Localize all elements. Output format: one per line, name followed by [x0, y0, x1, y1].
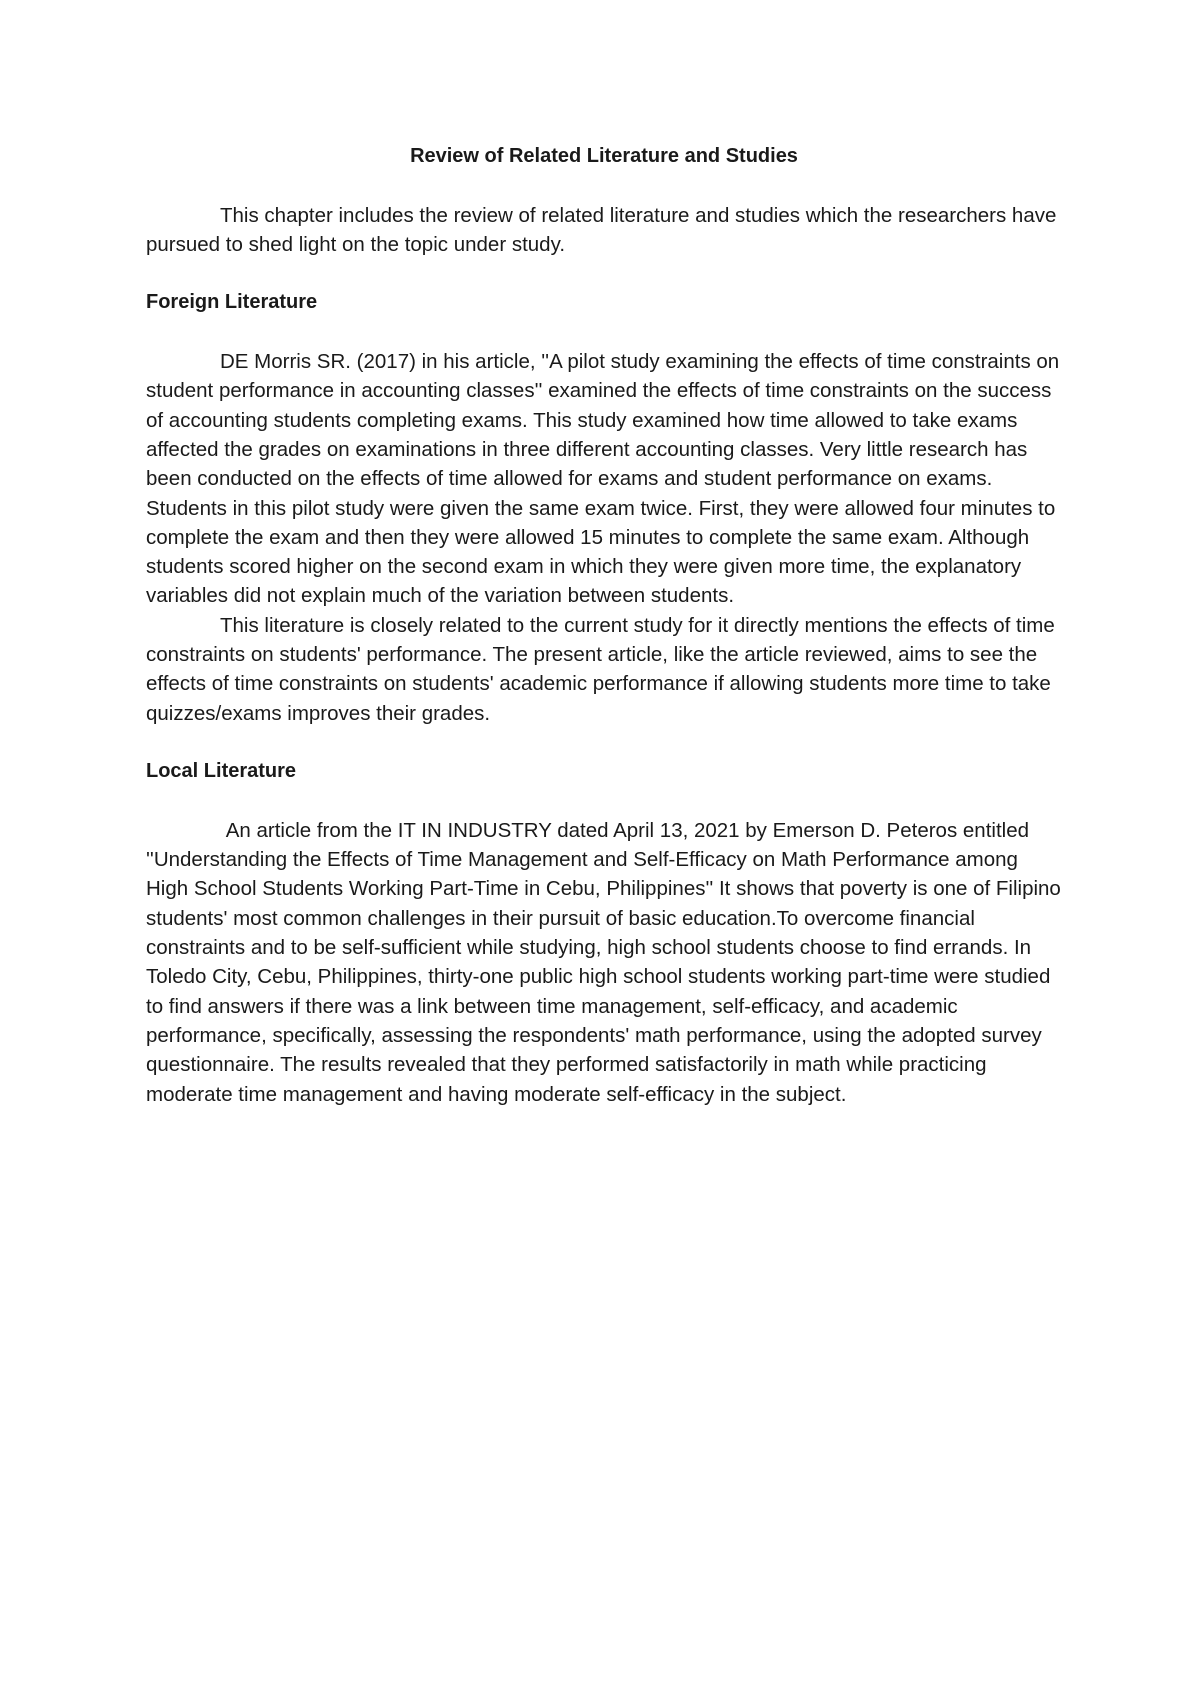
foreign-paragraph-1: DE Morris SR. (2017) in his article, ''A pilot study examining the effects of time constraints on student performance in accounting classes'' examined the effects of time constraints on the success of accounting students completing exams. This study examined how time allowed to take exams affected the grades on examinations in three different accounting classes. Very little research has been conducted on the effects of time allowed for exams and student performance on exams. Students in this pilot study were given the same exam twice. First, they were allowed four minutes to complete the exam and then they were allowed 15 minutes to complete the same exam. Although students scored higher on the second exam in which they were given more time, the explanatory variables did not explain much of the variation between students. — [146, 350, 1065, 608]
foreign-paragraph-2: This literature is closely related to the current study for it directly mentions the effects of time constraints on students' performance. The present article, like the article reviewed, aims to see the effects of time constraints on students' academic performance if allowing students more time to take quizzes/exams improves their grades. — [146, 613, 1061, 725]
local-paragraph-1: An article from the IT IN INDUSTRY dated April 13, 2021 by Emerson D. Peteros entitled ''Understanding the Effects of Time Management and Self-Efficacy on Math Performance among High School Students Working Part-Time in Cebu, Philippines'' It shows that poverty is one of Filipino students' most common challenges in their pursuit of basic education.To overcome financial constraints and to be self-sufficient while studying, high school students choose to find errands. In Toledo City, Cebu, Philippines, thirty-one public high school students working part-time were studied to find answers if there was a link between time management, self-efficacy, and academic performance, specifically, assessing the respondents' math performance, using the adopted survey questionnaire. The results revealed that they performed satisfactorily in math while practicing moderate time management and having moderate self-efficacy in the subject. — [146, 818, 1067, 1106]
document-title: Review of Related Literature and Studies — [410, 145, 798, 167]
intro-paragraph: This chapter includes the review of related literature and studies which the researchers have pursued to shed light on the topic under study. — [146, 203, 1063, 256]
document-body — [146, 142, 1067, 1109]
section-heading-local: Local Literature — [146, 760, 297, 783]
section-heading-foreign: Foreign Literature — [146, 291, 318, 314]
